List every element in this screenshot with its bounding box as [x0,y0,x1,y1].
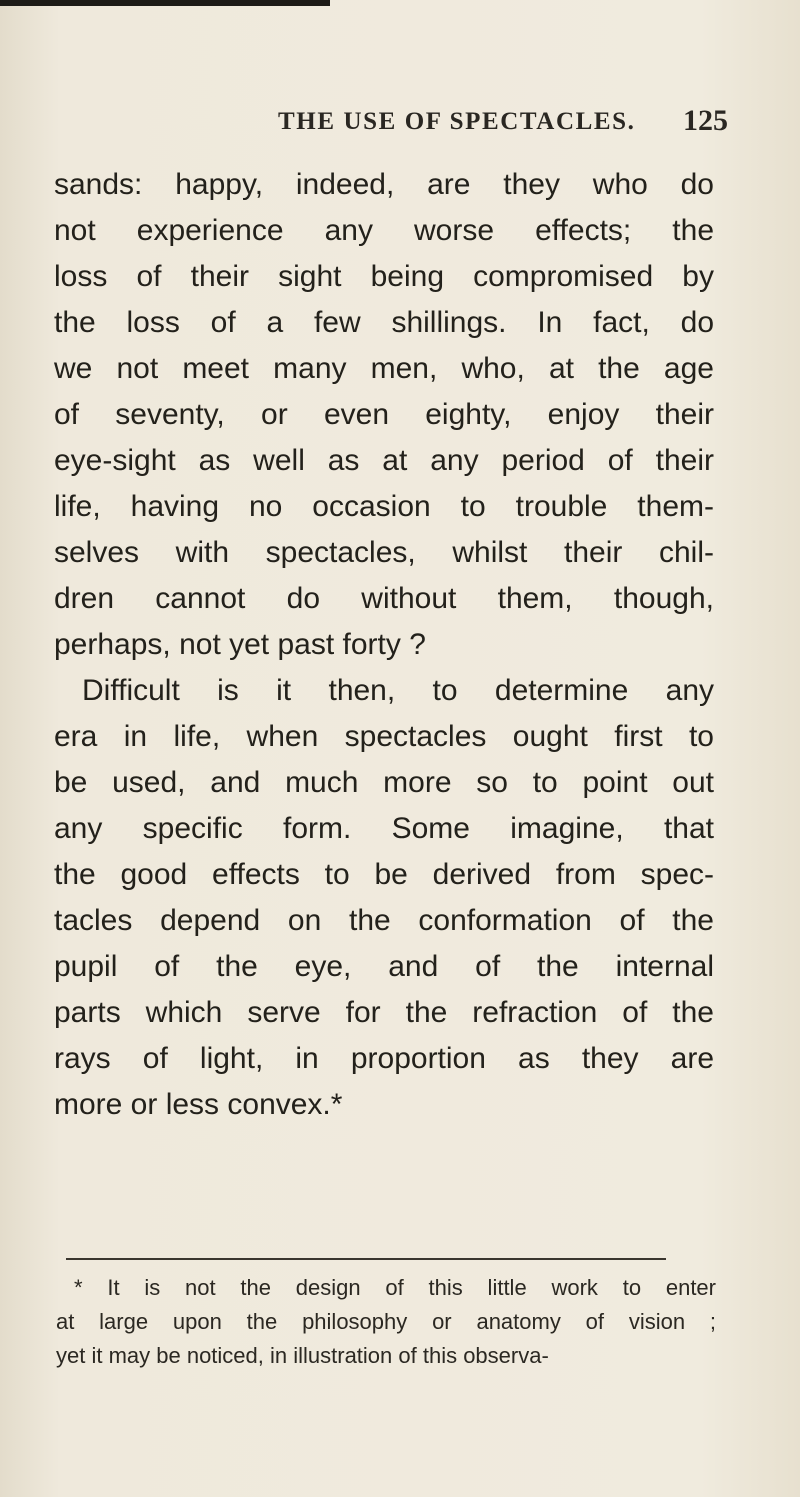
text-line: not experience any worse effects; the [54,214,714,247]
footnote-line: yet it may be noticed, in illustration of this observa- [56,1343,549,1368]
footnote-line: * It is not the design of this little work to enter [74,1275,716,1300]
text-line: Difficult is it then, to determine any [82,674,714,707]
footnote [56,1271,716,1373]
text-line: sands: happy, indeed, are they who do [54,168,714,201]
footnote-rule [66,1258,666,1260]
text-line: parts which serve for the refraction of the [54,996,714,1029]
text-line: the loss of a few shillings. In fact, do [54,306,714,339]
running-title: THE USE OF SPECTACLES. [278,108,636,135]
text-line: the good effects to be derived from spec- [54,858,714,891]
text-line: of seventy, or even eighty, enjoy their [54,398,714,431]
page-header [0,104,800,144]
page-edge-shadow [0,0,330,6]
text-line: era in life, when spectacles ought first to [54,720,714,753]
text-line: be used, and much more so to point out [54,766,714,799]
text-line: dren cannot do without them, though, [54,582,714,615]
text-line: we not meet many men, who, at the age [54,352,714,385]
text-line: any specific form. Some imagine, that [54,812,714,845]
text-line: eye-sight as well as at any period of their [54,444,714,477]
text-line: more or less convex.* [54,1088,343,1121]
text-line: loss of their sight being compromised by [54,260,714,293]
page-number: 125 [683,104,728,137]
text-line: perhaps, not yet past forty ? [54,628,426,661]
text-line: tacles depend on the conformation of the [54,904,714,937]
text-line: life, having no occasion to trouble them- [54,490,714,523]
text-line: pupil of the eye, and of the internal [54,950,714,983]
body-text [54,162,714,1128]
text-line: rays of light, in proportion as they are [54,1042,714,1075]
footnote-line: at large upon the philosophy or anatomy of vision ; [56,1309,716,1334]
text-line: selves with spectacles, whilst their chil- [54,536,714,569]
